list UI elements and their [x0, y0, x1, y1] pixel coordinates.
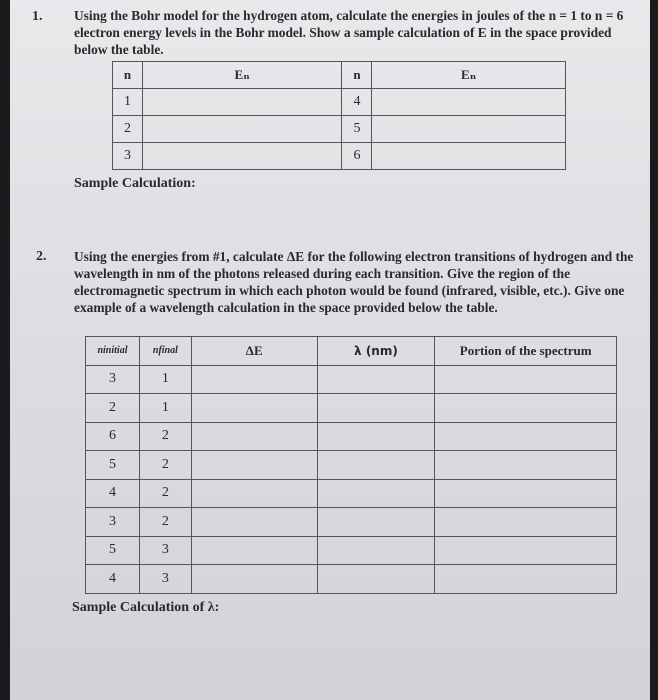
- cell-wavelength[interactable]: [317, 508, 435, 537]
- cell-n-final: 1: [139, 365, 191, 394]
- cell-n-initial: 6: [86, 422, 140, 451]
- table-row: [86, 394, 617, 423]
- cell-wavelength[interactable]: [317, 479, 435, 508]
- cell-wavelength[interactable]: [317, 394, 435, 423]
- cell-n: 6: [342, 143, 372, 170]
- cell-energy[interactable]: [142, 89, 342, 116]
- header-energy-left: Eₙ: [142, 62, 342, 89]
- cell-n: 5: [342, 116, 372, 143]
- cell-n-initial: 5: [86, 451, 140, 480]
- header-delta-e: ΔE: [191, 337, 317, 366]
- cell-wavelength[interactable]: [317, 451, 435, 480]
- cell-wavelength[interactable]: [317, 422, 435, 451]
- question-2-number: 2.: [36, 249, 47, 264]
- cell-spectrum[interactable]: [435, 451, 617, 480]
- cell-delta-e[interactable]: [191, 565, 317, 594]
- cell-n: 2: [113, 116, 143, 143]
- sample-calculation-wavelength-label: Sample Calculation of λ:: [72, 600, 220, 615]
- cell-spectrum[interactable]: [435, 394, 617, 423]
- question-1-text: Using the Bohr model for the hydrogen atom, calculate the energies in joules of the n = 1 to n = 6 electron energy levels in the Bohr model. Show a sample calculation of E in the space provided below the table.: [74, 8, 624, 57]
- worksheet-page: [10, 0, 650, 700]
- cell-n-final: 3: [139, 536, 191, 565]
- cell-spectrum[interactable]: [435, 536, 617, 565]
- table-row: [86, 508, 617, 537]
- cell-n-final: 2: [139, 422, 191, 451]
- cell-wavelength[interactable]: [317, 365, 435, 394]
- cell-spectrum[interactable]: [435, 565, 617, 594]
- cell-n-initial: 4: [86, 479, 140, 508]
- cell-energy[interactable]: [142, 116, 342, 143]
- table-row: [113, 116, 566, 143]
- cell-spectrum[interactable]: [435, 479, 617, 508]
- header-n-final-subscript: final: [158, 345, 178, 357]
- transitions-table: [85, 336, 617, 594]
- header-n-initial: [86, 337, 140, 366]
- cell-n: 3: [113, 143, 143, 170]
- cell-wavelength[interactable]: [317, 536, 435, 565]
- header-n-right: n: [342, 62, 372, 89]
- cell-n-final: 3: [139, 565, 191, 594]
- cell-n-final: 2: [139, 479, 191, 508]
- table-row: [86, 479, 617, 508]
- cell-n-final: 1: [139, 394, 191, 423]
- energy-levels-table: [112, 61, 566, 170]
- cell-n-initial: 5: [86, 536, 140, 565]
- cell-delta-e[interactable]: [191, 451, 317, 480]
- header-spectrum-portion: Portion of the spectrum: [435, 337, 617, 366]
- table-row: [86, 365, 617, 394]
- question-1-number: 1.: [32, 9, 43, 24]
- cell-n-final: 2: [139, 508, 191, 537]
- cell-n: 4: [342, 89, 372, 116]
- table-row: [86, 565, 617, 594]
- cell-energy[interactable]: [142, 143, 342, 170]
- table-row: [113, 89, 566, 116]
- cell-n-initial: 2: [86, 394, 140, 423]
- cell-delta-e[interactable]: [191, 536, 317, 565]
- cell-n-initial: 3: [86, 508, 140, 537]
- energy-table-header-row: [113, 62, 566, 89]
- header-n-left: n: [113, 62, 143, 89]
- cell-n-final: 2: [139, 451, 191, 480]
- question-2-text: Using the energies from #1, calculate ΔE for the following electron transitions of hydrogen and the wavelength in nm of the photons released during each transition. Give the region of the electromagnetic spectrum in which each photon would be found (infrared, visible, etc.). Give one example of a wavelength calculation in the space provided below the table.: [74, 249, 634, 315]
- header-energy-right: Eₙ: [372, 62, 566, 89]
- cell-n-initial: 4: [86, 565, 140, 594]
- header-n-final-letter: n: [152, 345, 159, 357]
- cell-wavelength[interactable]: [317, 565, 435, 594]
- table-row: [86, 536, 617, 565]
- cell-delta-e[interactable]: [191, 479, 317, 508]
- cell-delta-e[interactable]: [191, 508, 317, 537]
- table-row: [113, 143, 566, 170]
- cell-delta-e[interactable]: [191, 394, 317, 423]
- cell-energy[interactable]: [372, 116, 566, 143]
- cell-spectrum[interactable]: [435, 365, 617, 394]
- cell-n-initial: 3: [86, 365, 140, 394]
- header-n-initial-subscript: initial: [103, 345, 128, 357]
- header-n-initial-letter: n: [97, 345, 104, 357]
- transitions-table-header-row: [86, 337, 617, 366]
- cell-spectrum[interactable]: [435, 422, 617, 451]
- table-row: [86, 451, 617, 480]
- table-row: [86, 422, 617, 451]
- header-wavelength: λ (nm): [317, 337, 435, 366]
- cell-delta-e[interactable]: [191, 365, 317, 394]
- header-n-final: [139, 337, 191, 366]
- cell-energy[interactable]: [372, 89, 566, 116]
- cell-n: 1: [113, 89, 143, 116]
- sample-calculation-label: Sample Calculation:: [74, 176, 196, 191]
- cell-delta-e[interactable]: [191, 422, 317, 451]
- cell-spectrum[interactable]: [435, 508, 617, 537]
- cell-energy[interactable]: [372, 143, 566, 170]
